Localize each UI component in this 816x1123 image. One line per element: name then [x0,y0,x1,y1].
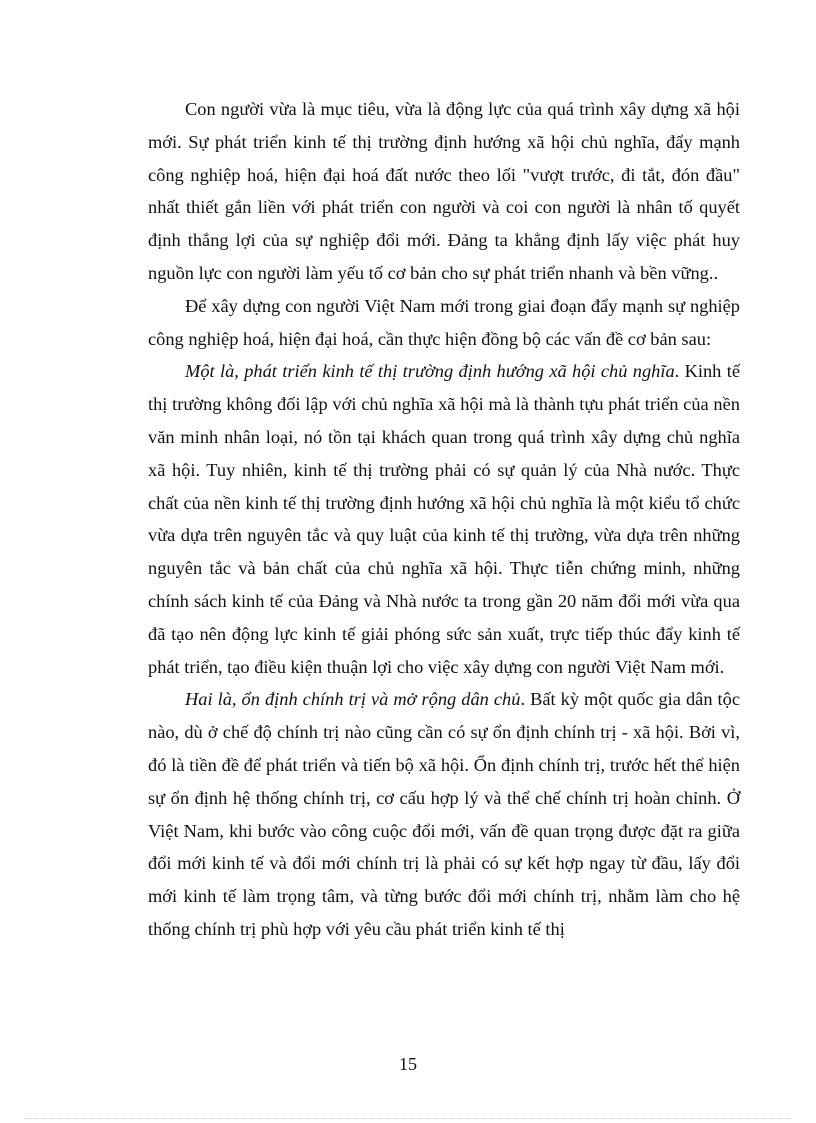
paragraph [148,290,740,356]
paragraph [148,683,740,945]
paragraph-text: . Kinh tế thị trường không đối lập với chủ nghĩa xã hội mà là thành tựu phát triển của nền văn minh nhân loại, nó tồn tại khách quan trong quá trình xây dựng chủ nghĩa xã hội. Tuy nhiên, kinh tế thị trường phải có sự quản lý của Nhà nước. Thực chất của nền kinh tế thị trường định hướng xã hội chủ nghĩa là một kiểu tổ chức vừa dựa trên nguyên tắc và quy luật của kinh tế thị trường, vừa dựa trên những nguyên tắc và bản chất của chủ nghĩa xã hội. Thực tiễn chứng minh, những chính sách kinh tế của Đảng và Nhà nước ta trong gần 20 năm đổi mới vừa qua đã tạo nên động lực kinh tế giải phóng sức sản xuất, trực tiếp thúc đẩy kinh tế phát triển, tạo điều kiện thuận lợi cho việc xây dựng con người Việt Nam mới. [148,361,740,677]
page-number: 15 [399,1054,417,1074]
paragraph [148,355,740,683]
paragraph-text: . Bất kỳ một quốc gia dân tộc nào, dù ở chế độ chính trị nào cũng cần có sự ổn định chính trị - xã hội. Bởi vì, đó là tiền đề để phát triển và tiến bộ xã hội. Ổn định chính trị, trước hết thể hiện sự ổn định hệ thống chính trị, cơ cấu hợp lý và thể chế chính trị hoàn chỉnh. Ở Việt Nam, khi bước vào công cuộc đổi mới, vấn đề quan trọng được đặt ra giữa đổi mới kinh tế và đổi mới chính trị là phải có sự kết hợp ngay từ đầu, lấy đổi mới kinh tế làm trọng tâm, và từng bước đổi mới chính trị, nhằm làm cho hệ thống chính trị phù hợp với yêu cầu phát triển kinh tế thị [148,689,741,939]
paragraph [148,93,740,290]
paragraph-text: Để xây dựng con người Việt Nam mới trong giai đoạn đẩy mạnh sự nghiệp công nghiệp hoá, hiện đại hoá, cần thực hiện đồng bộ các vấn đề cơ bản sau: [148,295,740,349]
paragraph-text: Con người vừa là mục tiêu, vừa là động lực của quá trình xây dựng xã hội mới. Sự phát triển kinh tế thị trường định hướng xã hội chủ nghĩa, đẩy mạnh công nghiệp hoá, hiện đại hoá đất nước theo lối "vượt trước, đi tắt, đón đầu" nhất thiết gắn liền với phát triển con người và coi con người là nhân tố quyết định thắng lợi của sự nghiệp đổi mới. Đảng ta khẳng định lấy việc phát huy nguồn lực con người làm yếu tố cơ bản cho sự phát triển nhanh và bền vững.. [148,99,740,283]
page-edge-divider [24,1118,792,1119]
page-body [148,93,740,946]
paragraph-italic-lead: Một là, phát triển kinh tế thị trường định hướng xã hội chủ nghĩa [185,361,675,382]
paragraph-italic-lead: Hai là, ổn định chính trị và mở rộng dân chủ [185,689,521,710]
